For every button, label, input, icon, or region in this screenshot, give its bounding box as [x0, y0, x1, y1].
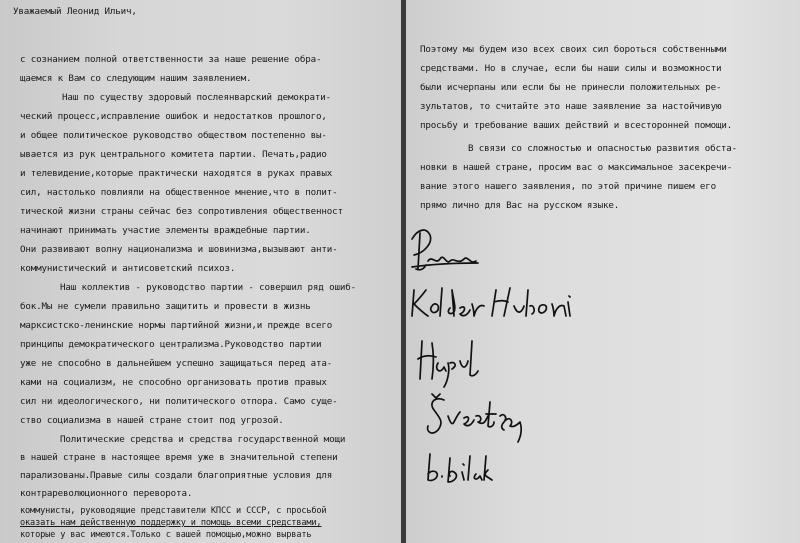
letter-page-right [406, 0, 800, 543]
text-line: бок.Мы не сумели правильно защитить и провести в жизнь [20, 301, 311, 312]
text-line: и телевидение,которые практически находятся в руках правых [20, 168, 333, 179]
text-line: уже не способно в дальнейшем успешно защищаться перед ата- [20, 358, 333, 369]
text-line: контрареволюционного переворота. [20, 488, 193, 499]
text-line: и общее политическое руководство обществом постепенно вы- [20, 130, 327, 141]
signature-indra [406, 225, 516, 285]
text-line: коммунистический и антисоветский психоз. [20, 263, 236, 274]
text-line: Поэтому мы будем изо всех своих сил бороться собственными [420, 44, 727, 55]
signature-kolder [408, 282, 578, 322]
text-line: коммунисты, руководящие представители КПСС и СССР, с просьбой [20, 506, 327, 516]
text-line: ывается из рук центрального комитета партии. Печать,радио [20, 149, 327, 160]
text-line: ками на социализм, не способно организовать против правых [20, 377, 327, 388]
text-line: прямо лично для Вас на русском языке. [420, 200, 620, 211]
text-line: новки в нашей стране, просим вас о максимальное засекречи- [420, 162, 733, 173]
text-line: ство социализма в нашей стране стоит под угрозой. [20, 415, 284, 426]
text-line: сил, настолько повлияли на общественное мнение,что в полит- [20, 187, 338, 198]
text-line: оказать нам действенную поддержку и помощь всеми средствами, [20, 518, 322, 528]
text-line: В связи со сложностью и опасностью развития обста- [468, 143, 738, 154]
greeting: Уважаемый Леонид Ильич, [13, 6, 137, 17]
text-line: ческий процесс,исправление ошибок и недостатков прошлого, [20, 111, 327, 122]
text-line: щаемся к Вам со следующим нашим заявлением. [20, 73, 252, 84]
text-line: были исчерпаны или если бы не принесли положительных ре- [420, 82, 722, 93]
text-line: средствами. Но в случае, если бы наши силы и возможности [420, 63, 722, 74]
text-line: сил ни идеологического, ни политического отпора. Само суще- [20, 396, 338, 407]
text-line: Они развивают волну национализма и шовинизма,вызывают анти- [20, 244, 338, 255]
text-line: начинают принимать участие элементы враждебные партии. [20, 225, 311, 236]
text-line: зультатов, то считайте это наше заявление за настойчивую [420, 101, 722, 112]
text-line: принципы демократического централизма.Руководство партии [20, 339, 322, 350]
signature-svestka [424, 392, 534, 447]
signature-bilak [420, 448, 500, 488]
signature-kapek [414, 335, 494, 390]
text-line: в нашей стране в настоящее время уже в значительной степени [20, 452, 338, 463]
text-line: просьбу и требование ваших действий и всесторонней помощи. [420, 120, 733, 131]
text-line: Наш коллектив - руководство партии - совершил ряд ошиб- [60, 282, 356, 293]
text-line: Политические средства и средства государственной мощи [60, 434, 346, 445]
text-line: которые у вас имеются.Только с вашей помощью,можно вырвать [20, 530, 312, 540]
text-line: с сознанием полной ответственности за наше решение обра- [20, 54, 322, 65]
text-line: парализованы.Правые силы создали благоприятные условия для [20, 470, 333, 481]
text-line: вание этого нашего заявления, по этой причине пишем его [420, 181, 716, 192]
text-line: марксистско-ленинские нормы партийной жизни,и прежде всего [20, 320, 333, 331]
text-line: Наш по существу здоровый послеянварский демократи- [62, 92, 332, 103]
text-line: тической жизни страны сейчас без сопротивления общественност [20, 206, 343, 217]
